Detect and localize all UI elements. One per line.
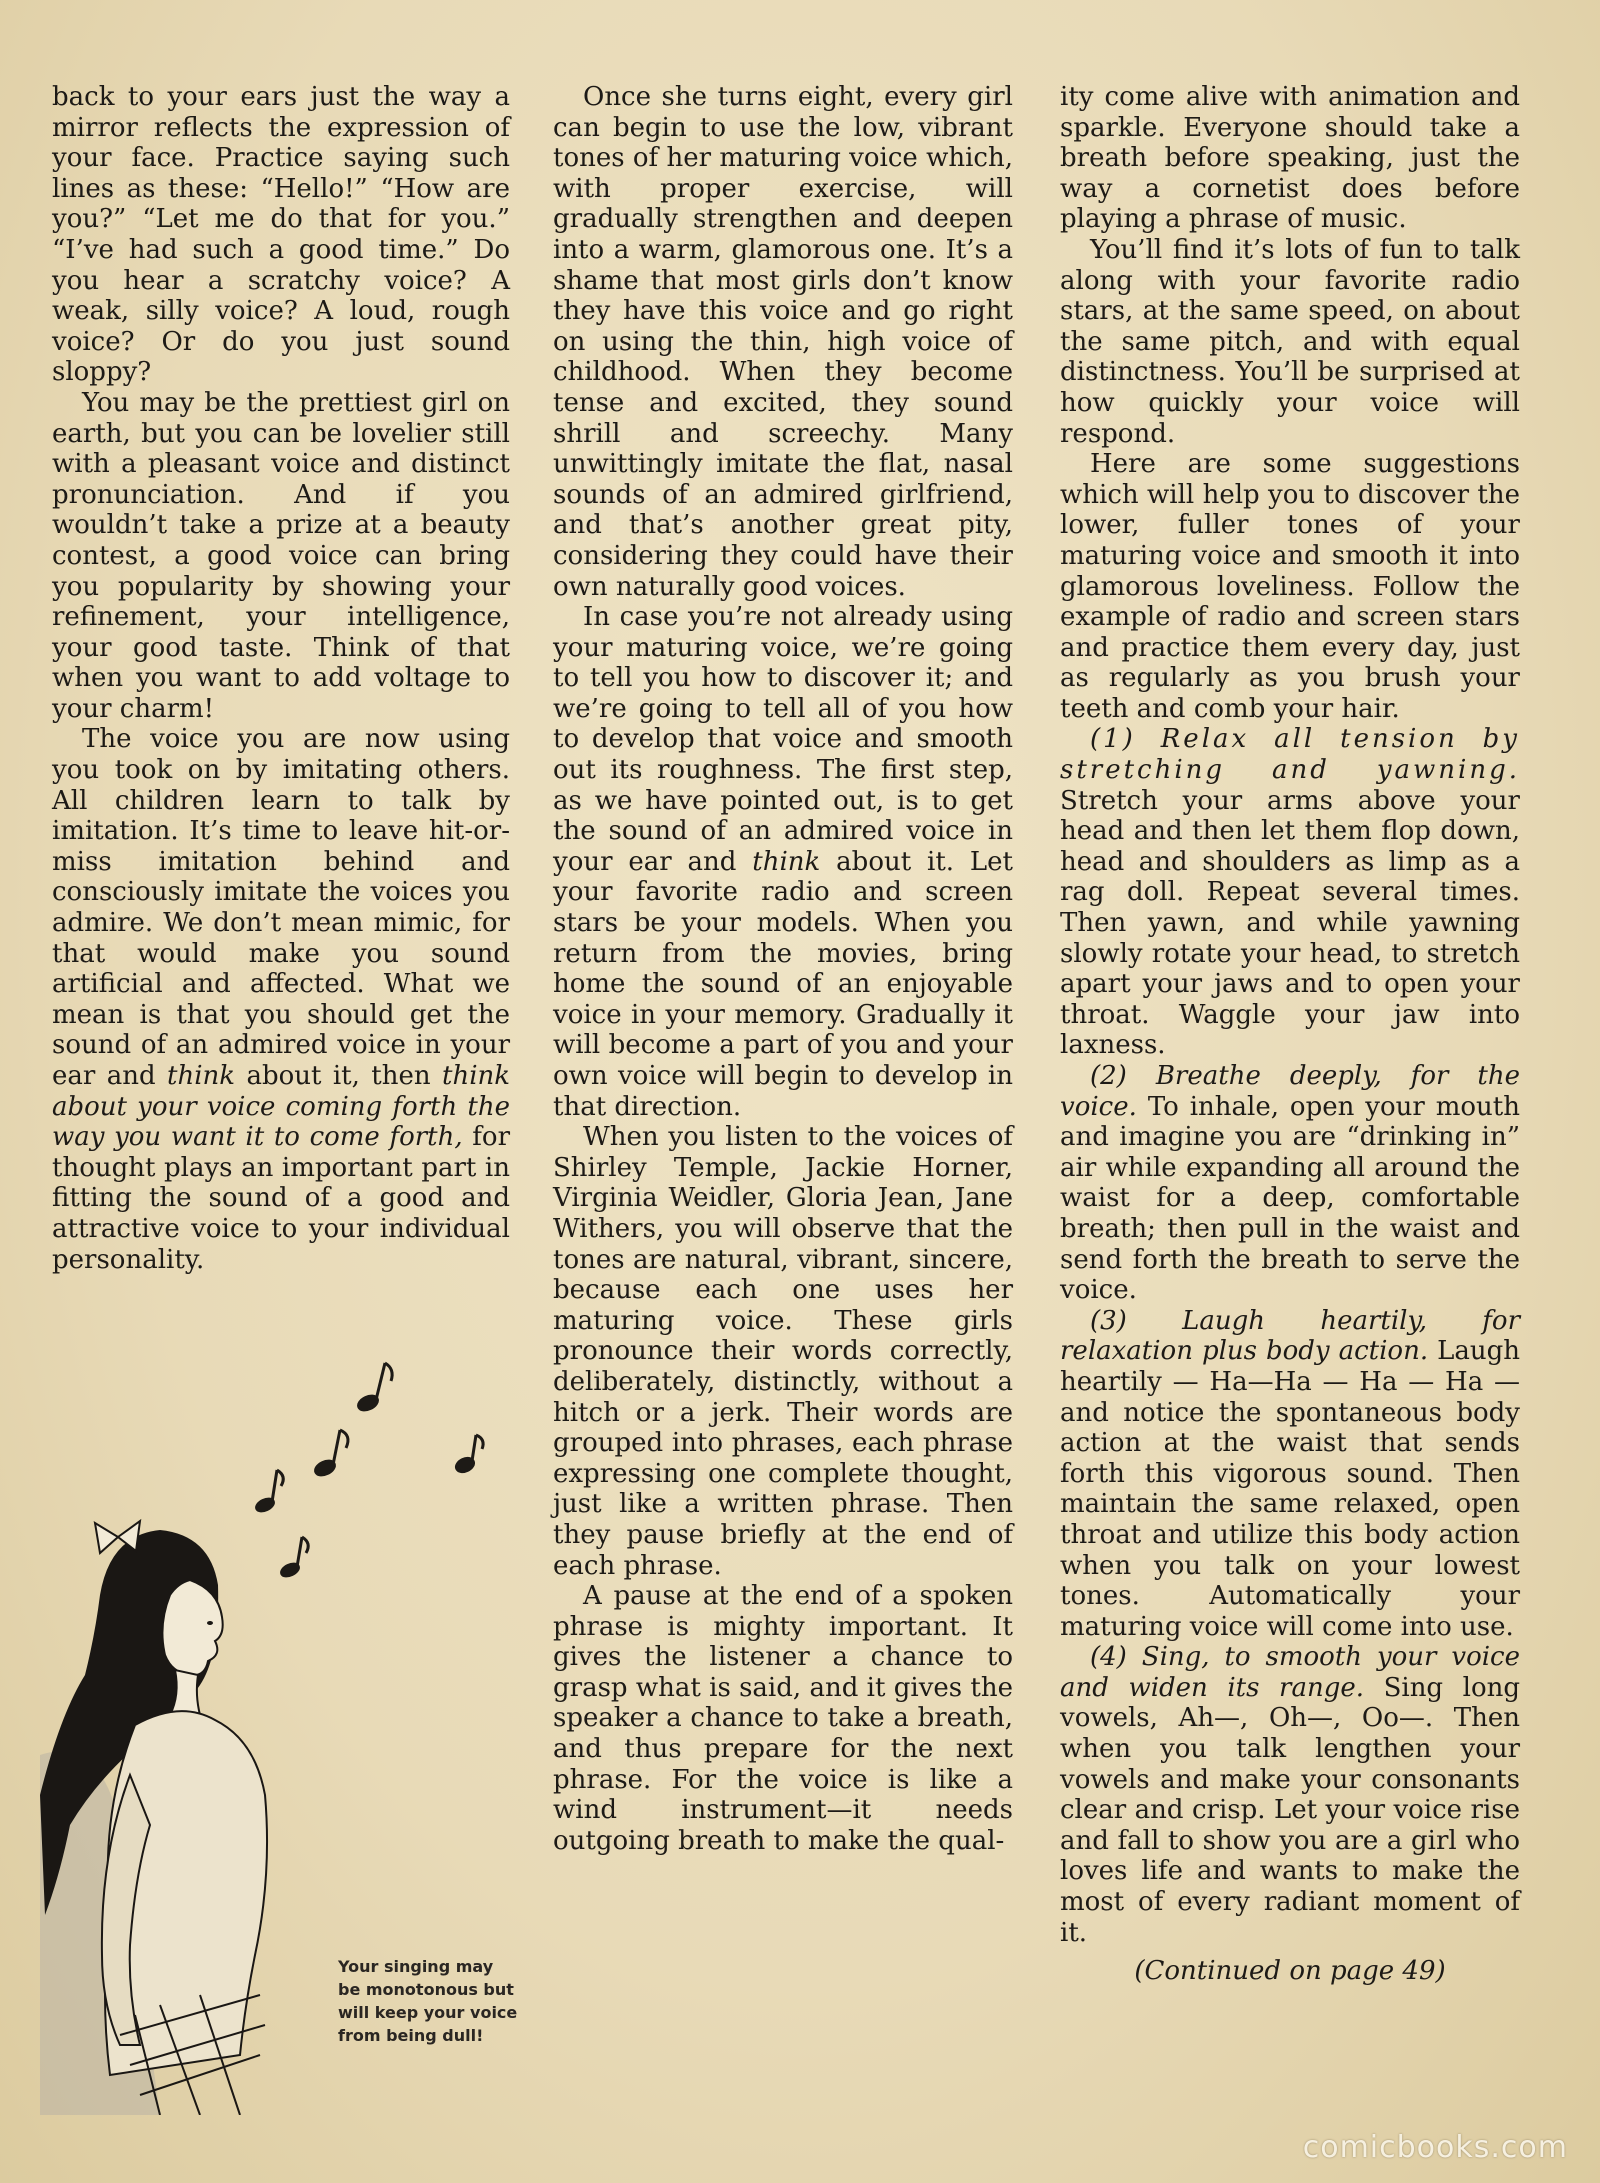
italic-text: think bbox=[167, 1061, 236, 1091]
text-column-3 bbox=[1060, 82, 1520, 1987]
text-run: about it, then bbox=[246, 1061, 431, 1091]
paragraph: A pause at the end of a spoken phrase is mighty important. It gives the listener a chance to grasp what is said, and it gives the speaker a chance to take a breath, and thus prepare for the next phrase. For the voice is like a wind instrument—it needs outgoing breath to make the qual- bbox=[553, 1581, 1013, 1856]
paragraph bbox=[52, 724, 510, 1275]
paragraph: You’ll find it’s lots of fun to talk along with your favorite radio stars, at the same speed, on about the same pitch, and with equal distinctness. You’ll be surprised at how quickly your voice will respond. bbox=[1060, 234, 1520, 449]
suggestion-4 bbox=[1060, 1642, 1520, 1948]
suggestion-heading: (3) Laugh heartily, for relaxation plus body action. bbox=[1060, 1305, 1520, 1367]
suggestion-body: Stretch your arms above your head and then let them flop down, head and shoulders as limp as a rag doll. Repeat several times. Then yawn, and while yawning slowly rotate your head, to stretch apart your jaws and to open your throat. Waggle your jaw into laxness. bbox=[1060, 785, 1520, 1061]
paragraph: Once she turns eight, every girl can begin to use the low, vibrant tones of her maturing voice which, with proper exercise, will gradually strengthen and deepen into a warm, glamorous one. It’s a shame that most girls don’t know they have this voice and go right on using the thin, high voice of childhood. When they become tense and excited, they sound shrill and screechy. Many unwittingly imitate the flat, nasal sounds of an admired girlfriend, and that’s another great pity, considering they could have their own naturally good voices. bbox=[553, 82, 1013, 602]
text-column-1 bbox=[52, 82, 510, 1275]
watermark: comicbooks.com bbox=[1302, 2130, 1568, 2165]
paragraph: Here are some suggestions which will help you to discover the lower, fuller tones of your maturing voice and smooth it into glamorous loveliness. Follow the example of radio and screen stars and practice them every day, just as regularly as you brush your teeth and comb your hair. bbox=[1060, 449, 1520, 724]
text-column-2 bbox=[553, 82, 1013, 1856]
suggestion-heading: (2) Breathe deeply, for the voice. bbox=[1060, 1061, 1520, 1122]
suggestion-heading: (4) Sing, to smooth your voice and widen its range. bbox=[1060, 1642, 1520, 1703]
italic-text: think about your voice coming forth the way you want it to come forth, bbox=[52, 1061, 511, 1153]
suggestion-1 bbox=[1060, 724, 1520, 1061]
paragraph: When you listen to the voices of Shirley Temple, Jackie Horner, Virginia Weidler, Gloria Jean, Jane Withers, you will observe that the tones are natural, vibrant, sincere, because each one uses her maturing voice. These girls pronounce their words correctly, deliberately, distinctly, without a hitch or a jerk. Their words are grouped into phrases, each phrase expressing one complete thought, just like a written phrase. Then they pause briefly at the end of each phrase. bbox=[553, 1122, 1013, 1581]
text-run: about it. Let your favorite radio and screen stars be your models. When you return from the movies, bring home the sound of an enjoyable voice in your memory. Gradually it will become a part of you and your own voice will begin to develop in that direction. bbox=[553, 846, 1013, 1122]
suggestion-heading: (1) Relax all tension by stretching and yawning. bbox=[1060, 724, 1520, 786]
suggestion-body: To inhale, open your mouth and imagine you are “drinking in” air while expanding all around the waist for a deep, comfortable breath; then pull in the waist and send forth the breath to serve the voice. bbox=[1060, 1091, 1520, 1306]
suggestion-body: Laugh heartily — Ha—Ha — Ha — Ha —and notice the spontaneous body action at the waist that sends forth this vigorous sound. Then maintain the same relaxed, open throat and utilize this body action when you talk on your lowest tones. Automatically your maturing voice will come into use. bbox=[1060, 1336, 1521, 1642]
text-run: The voice you are now using you took on by imitating others. All children learn to talk by imitation. It’s time to leave hit-or-miss imitation behind and consciously imitate the voices you admire. We don’t mean mimic, for that would make you sound artificial and affected. What we mean is that you should get the sound of an admired voice in your ear and bbox=[52, 724, 510, 1091]
continued-note: (Continued on page 49) bbox=[1134, 1956, 1446, 1987]
paragraph: ity come alive with animation and sparkle. Everyone should take a breath before speaking, just the way a cornetist does before playing a phrase of music. bbox=[1060, 82, 1520, 235]
text-run: In case you’re not already using your maturing voice, we’re going to tell you how to discover it; and we’re going to tell all of you how to develop that voice and smooth out its roughness. The first step, as we have pointed out, is to get the sound of an admired voice in your ear and bbox=[553, 602, 1013, 877]
paragraph: back to your ears just the way a mirror reflects the expression of your face. Practice saying such lines as these: “Hello!” “How are you?” “Let me do that for you.” “I’ve had such a good time.” Do you hear a scratchy voice? A weak, silly voice? A loud, rough voice? Or do you just sound sloppy? bbox=[52, 82, 510, 388]
music-notes-icon bbox=[255, 1363, 483, 1578]
text-run: for thought plays an important part in fitting the sound of a good and attractive voice to your individual personality. bbox=[52, 1122, 511, 1275]
illustration-caption: Your singing may be monotonous but will keep your voice from being dull! bbox=[338, 1957, 518, 2045]
suggestion-3 bbox=[1060, 1306, 1520, 1643]
suggestion-2 bbox=[1060, 1061, 1520, 1306]
paragraph bbox=[553, 602, 1013, 1122]
italic-text: think bbox=[752, 846, 821, 877]
paragraph: You may be the prettiest girl on earth, but you can be lovelier still with a pleasant voice and distinct pronunciation. And if you wouldn’t take a prize at a beauty contest, a good voice can bring you popularity by showing your refinement, your intelligence, your good taste. Think of that when you want to add voltage to your charm! bbox=[52, 387, 510, 724]
suggestion-body: Sing long vowels, Ah—, Oh—, Oo—. Then when you talk lengthen your vowels and make your consonants clear and crisp. Let your voice rise and fall to show you are a girl who loves life and wants to make the most of every radiant moment of it. bbox=[1060, 1672, 1520, 1948]
